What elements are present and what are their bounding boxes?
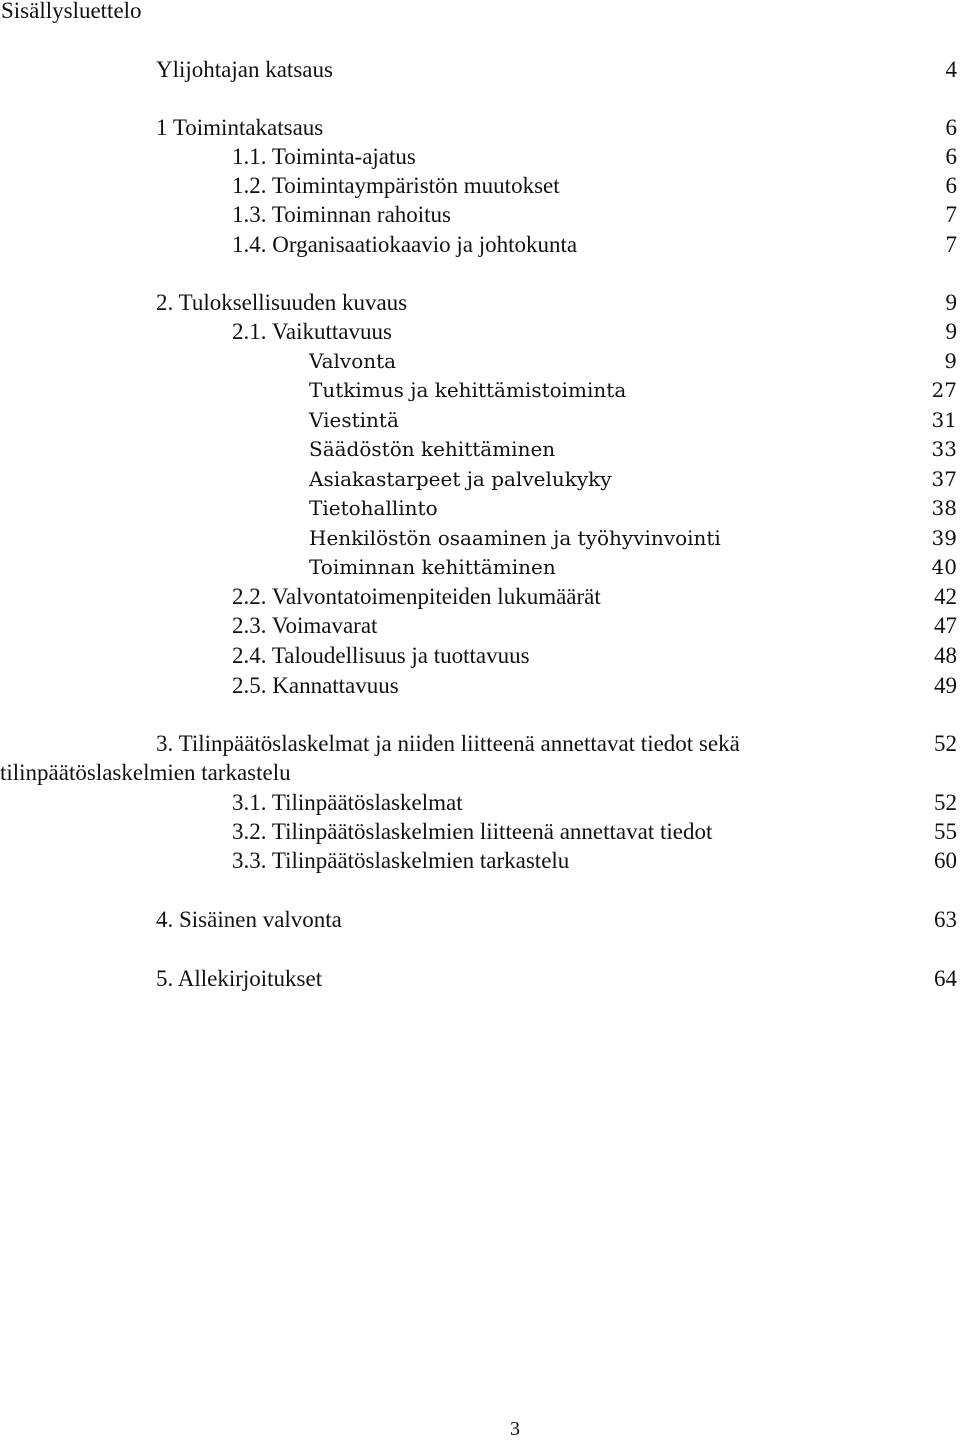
toc-entry-label: 4. Sisäinen valvonta <box>156 907 342 932</box>
toc-entry-page: 63 <box>934 907 957 932</box>
page-number: 3 <box>510 1418 520 1440</box>
toc-entry[interactable] <box>0 200 957 229</box>
toc-entry[interactable] <box>0 553 957 582</box>
toc-entry-label: 2. Tuloksellisuuden kuvaus <box>156 290 408 315</box>
toc-entry-page: 48 <box>934 643 957 668</box>
toc-entry[interactable] <box>0 230 957 259</box>
toc-entry-page: 4 <box>945 57 957 82</box>
toc-entry-page: 42 <box>934 584 957 609</box>
toc-entry[interactable] <box>0 524 957 553</box>
page-title: Sisällysluettelo <box>1 0 142 23</box>
toc-entry-page: 9 <box>945 319 957 344</box>
toc-entry-label: 3.3. Tilinpäätöslaskelmien tarkastelu <box>232 848 570 873</box>
toc-entry[interactable] <box>0 465 957 494</box>
toc-entry-label: 1.4. Organisaatiokaavio ja johtokunta <box>232 232 578 257</box>
toc-entry-page: 47 <box>934 613 957 638</box>
toc-entry-page: 6 <box>945 173 957 198</box>
toc-entry-page: 6 <box>945 144 957 169</box>
toc-entry-page: 37 <box>931 467 957 491</box>
toc-entry-page: 40 <box>931 555 957 579</box>
toc-entry-label: 2.4. Taloudellisuus ja tuottavuus <box>232 643 530 668</box>
toc-entry-label: 1.1. Toiminta-ajatus <box>232 144 416 169</box>
toc-entry-page: 52 <box>934 790 957 815</box>
toc-entry-page: 27 <box>931 378 957 402</box>
toc-entry-page: 38 <box>931 496 957 520</box>
toc-entry-label: 1.2. Toimintaympäristön muutokset <box>232 173 560 198</box>
toc-entry-label: Tutkimus ja kehittämistoiminta <box>309 378 627 402</box>
toc-entry-page: 9 <box>945 290 957 315</box>
toc-entry[interactable] <box>0 671 957 700</box>
toc-entry[interactable] <box>0 142 957 171</box>
toc-entry-label: Säädöstön kehittäminen <box>309 437 556 461</box>
toc-entry-label: 2.5. Kannattavuus <box>232 673 399 698</box>
toc-entry-label: 1 Toimintakatsaus <box>156 115 324 140</box>
toc-entry-page: 7 <box>945 202 957 227</box>
toc-entry-label: Ylijohtajan katsaus <box>156 57 333 82</box>
toc-entry-page: 55 <box>934 819 957 844</box>
toc-entry-label: Viestintä <box>309 408 399 432</box>
toc-entry[interactable] <box>0 406 957 435</box>
toc-entry[interactable] <box>0 964 957 993</box>
toc-entry-label: 5. Allekirjoitukset <box>156 966 323 991</box>
toc-entry[interactable] <box>0 288 957 317</box>
toc-entry-page: 33 <box>931 437 957 461</box>
toc-entry[interactable] <box>0 817 957 846</box>
toc-entry[interactable] <box>0 113 957 142</box>
toc-entry[interactable] <box>0 611 957 640</box>
toc-entry[interactable] <box>0 905 957 934</box>
toc-entry[interactable] <box>0 347 957 376</box>
toc-entry-label: 1.3. Toiminnan rahoitus <box>232 202 452 227</box>
toc-entry-label: 3. Tilinpäätöslaskelmat ja niiden liitteenä annettavat tiedot sekä tilinpäätöslaskelmien tarkastelu <box>0 731 740 785</box>
toc-entry[interactable] <box>0 494 957 523</box>
toc-entry[interactable] <box>0 317 957 346</box>
toc-entry[interactable] <box>0 435 957 464</box>
toc-entry[interactable] <box>0 788 957 817</box>
toc-entry-label: 3.1. Tilinpäätöslaskelmat <box>232 790 463 815</box>
toc-entry-label: 2.2. Valvontatoimenpiteiden lukumäärät <box>232 584 601 609</box>
toc-entry-label: Tietohallinto <box>309 496 438 520</box>
toc-entry-label: Henkilöstön osaaminen ja työhyvinvointi <box>309 526 721 550</box>
toc-entry[interactable] <box>0 582 957 611</box>
toc-entry-page: 6 <box>945 115 957 140</box>
toc-entry-page: 64 <box>934 966 957 991</box>
toc-entry-page: 7 <box>945 232 957 257</box>
toc-entry-page: 49 <box>934 673 957 698</box>
toc-entry-label: Valvonta <box>309 349 397 373</box>
toc-entry-label: 2.3. Voimavarat <box>232 613 378 638</box>
toc-entry[interactable] <box>0 641 957 670</box>
toc-entry[interactable] <box>0 729 957 787</box>
toc-entry-label: Asiakastarpeet ja palvelukyky <box>309 467 612 491</box>
toc-entry[interactable] <box>0 171 957 200</box>
toc-entry[interactable] <box>0 376 957 405</box>
toc-entry[interactable] <box>0 846 957 875</box>
toc-entry-page: 60 <box>934 848 957 873</box>
toc-entry[interactable] <box>0 55 957 84</box>
toc-entry-page: 52 <box>934 731 957 756</box>
toc-entry-page: 39 <box>931 526 957 550</box>
toc-entry-page: 9 <box>944 349 957 373</box>
toc-entry-label: 2.1. Vaikuttavuus <box>232 319 392 344</box>
toc-entry-label: 3.2. Tilinpäätöslaskelmien liitteenä annettavat tiedot <box>232 819 713 844</box>
toc-entry-page: 31 <box>931 408 957 432</box>
toc-entry-label: Toiminnan kehittäminen <box>309 555 556 579</box>
